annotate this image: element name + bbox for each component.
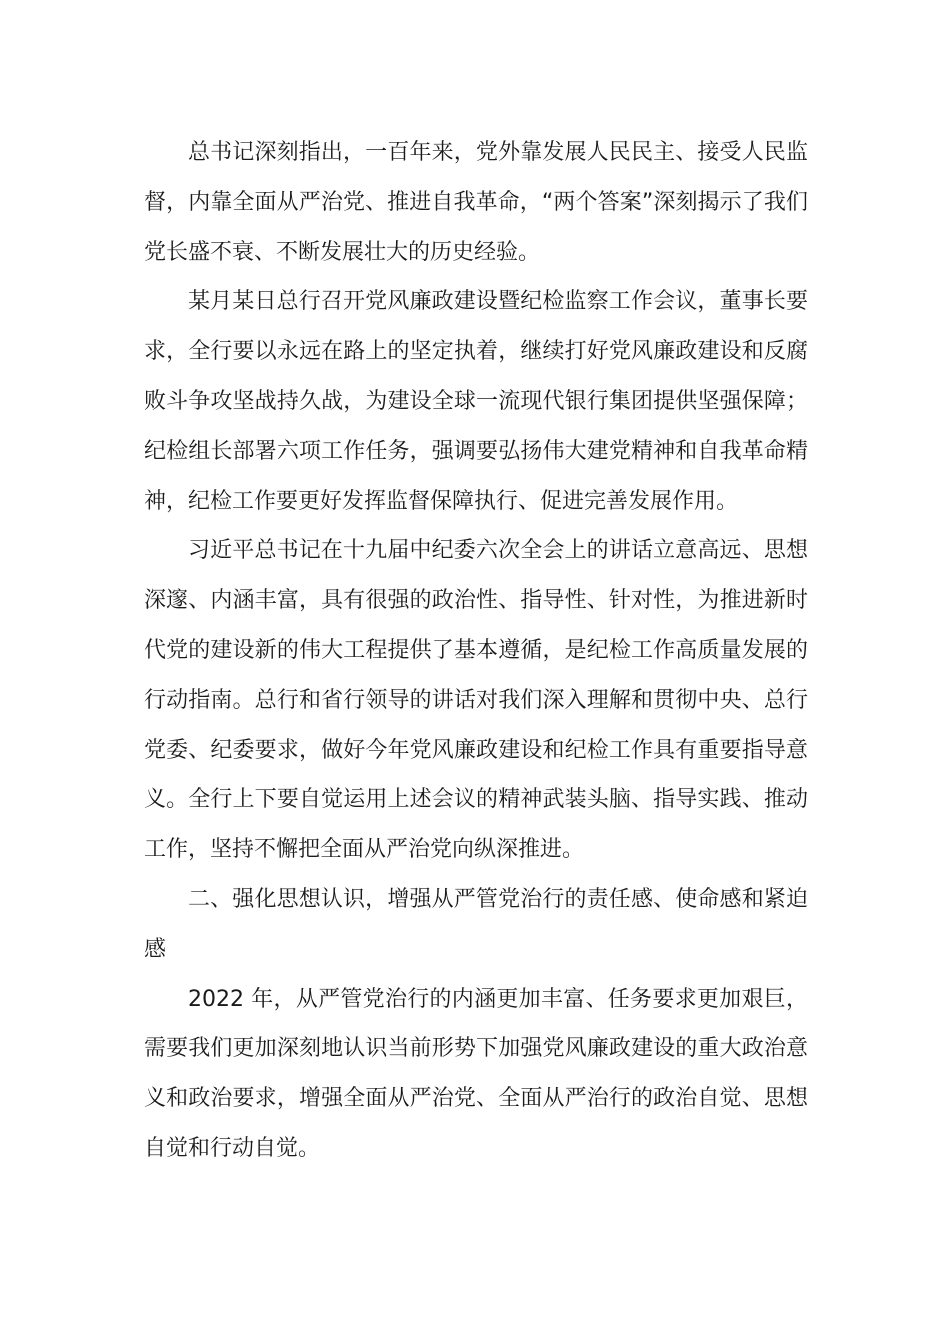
section-heading-2: 二、强化思想认识，增强从严管党治行的责任感、使命感和紧迫感 xyxy=(144,886,808,962)
paragraph-4: 2022 年，从严管党治行的内涵更加丰富、任务要求更加艰巨，需要我们更加深刻地认识当前形势下加强党风廉政建设的重大政治意义和政治要求，增强全面从严治党、全面从严治行的政治自觉、思想自觉和行动自觉。 xyxy=(144,986,808,1161)
document-body xyxy=(144,128,808,1174)
paragraph-1: 总书记深刻指出，一百年来，党外靠发展人民民主、接受人民监督，内靠全面从严治党、推进自我革命，“两个答案”深刻揭示了我们党长盛不衰、不断发展壮大的历史经验。 xyxy=(144,140,808,265)
paragraph-3: 习近平总书记在十九届中纪委六次全会上的讲话立意高远、思想深邃、内涵丰富，具有很强的政治性、指导性、针对性，为推进新时代党的建设新的伟大工程提供了基本遵循，是纪检工作高质量发展的行动指南。总行和省行领导的讲话对我们深入理解和贯彻中央、总行党委、纪委要求，做好今年党风廉政建设和纪检工作具有重要指导意义。全行上下要自觉运用上述会议的精神武装头脑、指导实践、推动工作，坚持不懈把全面从严治党向纵深推进。 xyxy=(144,538,808,863)
paragraph-2: 某月某日总行召开党风廉政建设暨纪检监察工作会议，董事长要求，全行要以永远在路上的坚定执着，继续打好党风廉政建设和反腐败斗争攻坚战持久战，为建设全球一流现代银行集团提供坚强保障；纪检组长部署六项工作任务，强调要弘扬伟大建党精神和自我革命精神，纪检工作要更好发挥监督保障执行、促进完善发展作用。 xyxy=(144,289,808,514)
